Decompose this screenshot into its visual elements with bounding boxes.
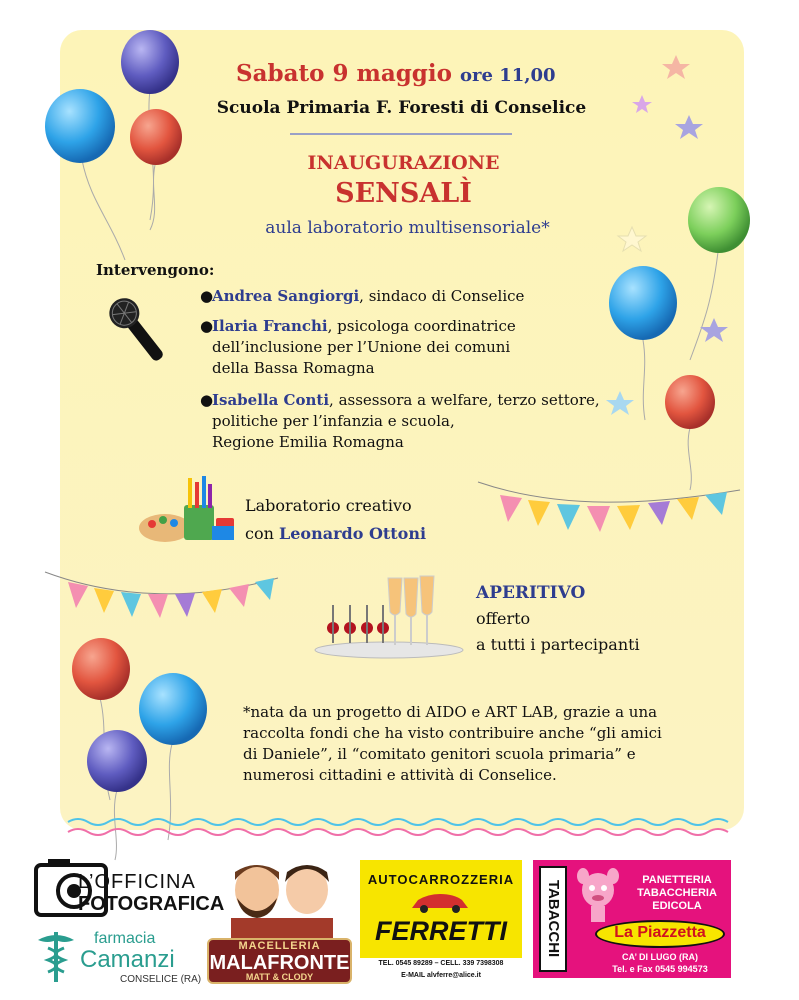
- event-date: [236, 60, 556, 87]
- aperitivo: [476, 580, 640, 658]
- aperitivo-line: a tutti i partecipanti: [476, 635, 640, 654]
- sponsor-autocarrozzeria-ferretti: [360, 860, 522, 958]
- title-inaugurazione: INAUGURAZIONE: [307, 152, 500, 174]
- bullet-icon: ●: [200, 391, 214, 409]
- speaker-item: [200, 316, 516, 379]
- tabacchi-phone: Tel. e Fax 0545 994573: [612, 964, 708, 974]
- officina-line1: L’OFFICINA: [78, 871, 196, 893]
- speaker-item: [200, 286, 524, 307]
- school-name: Scuola Primaria F. Foresti di Conselice: [216, 98, 587, 118]
- speaker-name: Ilaria Franchi: [212, 317, 328, 335]
- speakers-heading: Intervengono:: [96, 261, 215, 279]
- tabacchi-place: CA’ DI LUGO (RA): [622, 952, 698, 962]
- ferretti-line3: TEL. 0545 89289 – CELL. 339 7398308: [378, 960, 504, 967]
- tabacchi-line3: EDICOLA: [652, 900, 702, 912]
- tabacchi-line1: PANETTERIA: [642, 874, 712, 886]
- balloon-purple-bottom-icon: [87, 730, 147, 860]
- officina-line2: FOTOGRAFICA: [78, 893, 225, 915]
- aperitivo-title: APERITIVO: [476, 583, 586, 603]
- sponsor-macelleria-malafronte: [207, 860, 352, 986]
- balloon-red-right-icon: [665, 375, 715, 490]
- macelleria-line3: MATT & CLODY: [245, 972, 314, 982]
- speaker-name: Isabella Conti: [212, 391, 330, 409]
- speaker-name: Andrea Sangiorgi: [212, 287, 360, 305]
- wavy-divider-icon: [68, 819, 728, 835]
- speaker-role: dell’inclusione per l’Unione dei comuni: [212, 338, 511, 356]
- microphone-icon: [103, 292, 172, 368]
- ferretti-line1: AUTOCARROZZERIA: [367, 872, 515, 887]
- subtitle: aula laboratorio multisensoriale*: [265, 218, 550, 238]
- tabacchi-vertical: TABACCHI: [545, 880, 562, 958]
- pink-panther-icon: [573, 866, 623, 922]
- sponsor-la-piazzetta: [533, 860, 731, 978]
- bunting-right-icon: [478, 482, 740, 532]
- bullet-icon: ●: [200, 317, 214, 335]
- speaker-role: , sindaco di Conselice: [359, 287, 525, 305]
- speaker-role: , psicologa coordinatrice: [327, 317, 516, 335]
- butchers-icon: [223, 860, 339, 940]
- sponsor-farmacia-camanzi: [34, 928, 204, 988]
- footnote-line: numerosi cittadini e attività di Conselice.: [243, 766, 557, 784]
- time-text: ore 11,00: [459, 65, 556, 86]
- workshop: [245, 492, 426, 548]
- speaker-item: [200, 390, 600, 453]
- footnote-line: *nata da un progetto di AIDO e ART LAB, grazie a una: [243, 703, 658, 721]
- tabacchi-name: La Piazzetta: [614, 924, 706, 941]
- farmacia-line3: CONSELICE (RA): [120, 974, 202, 985]
- art-supplies-icon: [139, 476, 234, 542]
- speaker-role: della Bassa Romagna: [212, 359, 375, 377]
- title-sensali: SENSALÌ: [335, 178, 472, 209]
- workshop-leader: Leonardo Ottoni: [278, 524, 427, 543]
- speaker-role: Regione Emilia Romagna: [212, 433, 404, 451]
- balloon-blue-bottom-icon: [139, 673, 207, 840]
- aperitivo-icon: [315, 576, 463, 658]
- caduceus-icon: [34, 928, 78, 984]
- farmacia-line1: farmacia: [94, 930, 156, 947]
- tabacchi-line2: TABACCHERIA: [637, 887, 717, 899]
- macelleria-line1: MACELLERIA: [238, 940, 321, 952]
- footnote-line: raccolta fondi che ha visto contribuire anche “gli amici: [243, 724, 662, 742]
- workshop-title: Laboratorio creativo: [245, 496, 412, 515]
- aperitivo-line: offerto: [476, 609, 531, 628]
- bunting-left-icon: [45, 572, 278, 618]
- farmacia-line2: Camanzi: [80, 946, 175, 973]
- footnote: [243, 702, 703, 786]
- sponsor-officina-fotografica: [34, 857, 225, 919]
- divider: [290, 133, 512, 135]
- speaker-role: politiche per l’infanzia e scuola,: [212, 412, 455, 430]
- car-icon: [410, 890, 470, 914]
- ferretti-line4: E-MAIL alvferre@alice.it: [401, 972, 481, 979]
- workshop-prefix: con: [245, 524, 279, 543]
- date-text: Sabato 9 maggio: [236, 60, 452, 87]
- speaker-role: , assessora a welfare, terzo settore,: [329, 391, 600, 409]
- bullet-icon: ●: [200, 287, 214, 305]
- footnote-line: di Daniele”, il “comitato genitori scuola primaria” e: [243, 745, 636, 763]
- macelleria-line2: MALAFRONTE: [209, 952, 350, 974]
- ferretti-line2: FERRETTI: [375, 916, 507, 946]
